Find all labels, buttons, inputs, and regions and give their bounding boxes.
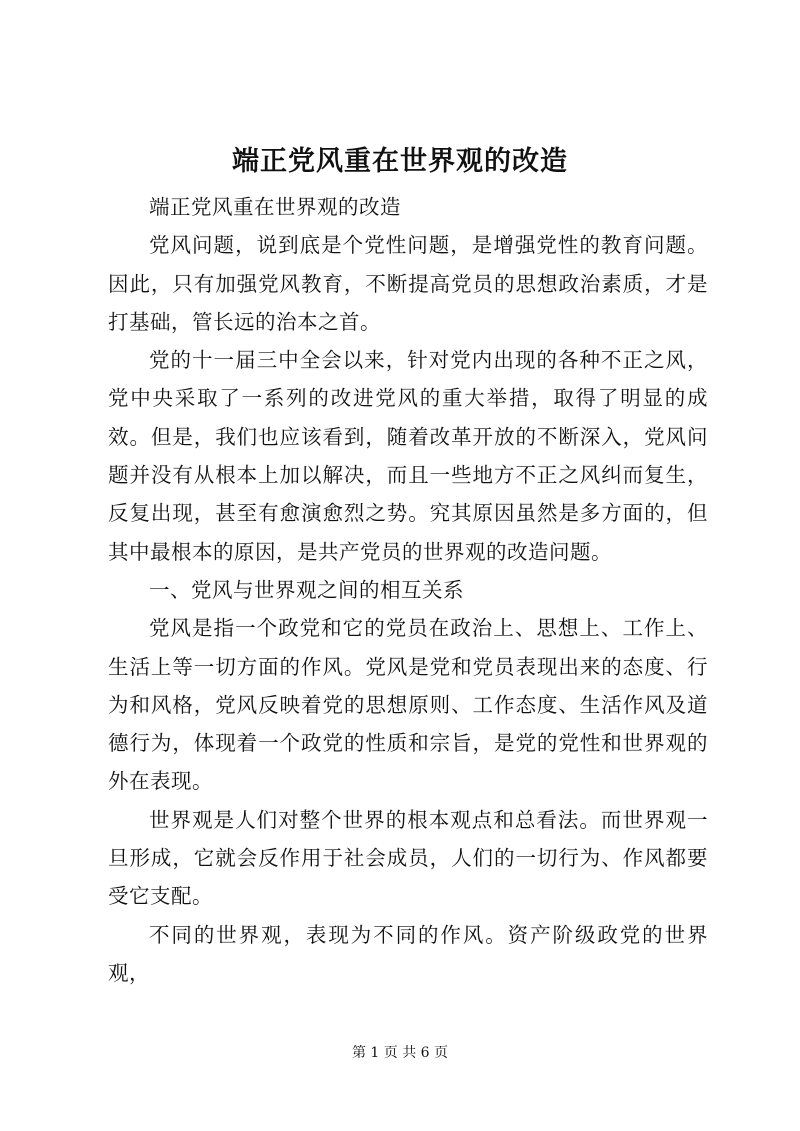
paragraph: 党的十一届三中全会以来，针对党内出现的各种不正之风，党中央采取了一系列的改进党风的重大举措，取得了明显的成效。但是，我们也应该看到，随着改革开放的不断深入，党风问题并没有从根本上加以解决，而且一些地方不正之风纠而复生，反复出现，甚至有愈演愈烈之势。究其原因虽然是多方面的，但其中最根本的原因，是共产党员的世界观的改造问题。 — [108, 348, 708, 564]
paragraph: 党风问题，说到底是个党性问题，是增强党性的教育问题。因此，只有加强党风教育，不断提高党员的思想政治素质，才是打基础，管长远的治本之首。 — [108, 233, 708, 334]
section-heading: 一、党风与世界观之间的相互关系 — [149, 577, 464, 602]
document-body — [108, 188, 708, 992]
paragraph: 党风是指一个政党和它的党员在政治上、思想上、工作上、生活上等一切方面的作风。党风是党和党员表现出来的态度、行为和风格，党风反映着党的思想原则、工作态度、生活作风及道德行为，体现着一个政党的性质和宗旨，是党的党性和世界观的外在表现。 — [108, 616, 708, 794]
paragraph: 世界观是人们对整个世界的根本观点和总看法。而世界观一旦形成，它就会反作用于社会成员，人们的一切行为、作风都要受它支配。 — [108, 807, 708, 909]
page-footer: 第 1 页 共 6 页 — [351, 1045, 449, 1061]
paragraph-subtitle: 端正党风重在世界观的改造 — [149, 195, 401, 219]
paragraph: 不同的世界观，表现为不同的作风。资产阶级政党的世界观， — [108, 922, 708, 985]
document-title: 端正党风重在世界观的改造 — [232, 146, 568, 177]
